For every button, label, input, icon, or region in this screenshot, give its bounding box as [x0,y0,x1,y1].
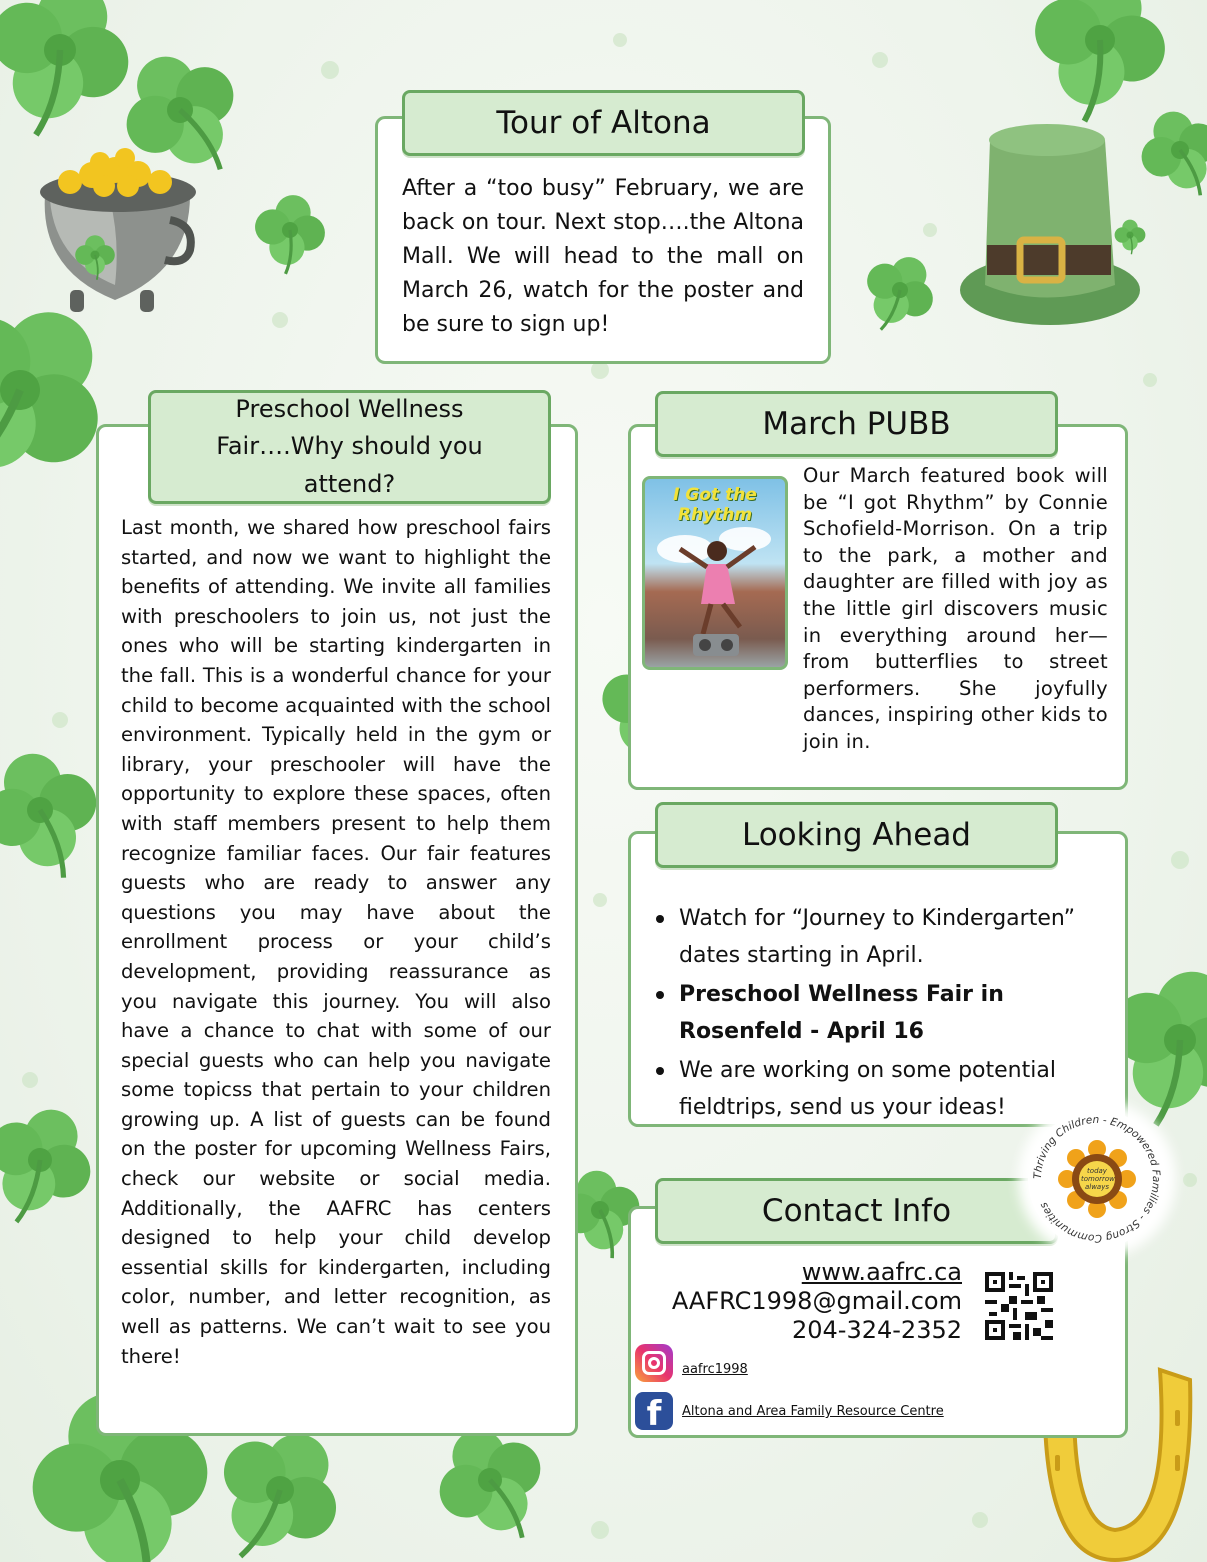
ahead-item: Preschool Wellness Fair in Rosenfeld - April 16 [634,976,1104,1050]
wellness-body: Last month, we shared how preschool fairs started, and now we want to highlight the benefits of attending. We invite all families with preschoolers to join us, not just the ones who will be starting kindergarten in the fall. This is a wonderful chance for your child to become acquainted with the school environment. Typically held in the gym or library, your preschooler will have the opportunity to explore these spaces, often with staff members present to help them recognize familiar faces. Our fair features guests who are ready to answer any questions you may have about the enrollment process or your child’s development, providing reassurance as you navigate this journey. You will also have a chance to chat with some of our special guests who can help you navigate some topicss that pertain to your children growing up. A list of guests can be found on the poster for upcoming Wellness Fairs, check our website or social media. Additionally, the AAFRC has centers designed to help your child develop essential skills for kindergarten, including color, number, and letter recognition, as well as patterns. We can’t wait to see you there! [121,516,551,1368]
svg-text:Thriving Children - Empowered: Thriving Children - Empowered Families - Strong Communities [1031,1113,1163,1245]
ahead-item: Watch for “Journey to Kindergarten” dates starting in April. [634,900,1104,974]
clover-icon [0,1090,110,1242]
tour-title-text: Tour of Altona [496,105,711,141]
wellness-title-text: Preschool Wellness Fair….Why should you attend? [216,395,483,498]
contact-title-text: Contact Info [761,1193,952,1229]
clover-icon [0,0,150,157]
pubb-body: Our March featured book will be “I got Rhythm” by Connie Schofield-Morrison. On a trip to the park, a mother and daughter are filled with joy as the little girl discovers music in everything around her—from butterflies to street performers. She joyfully dances, inspiring other kids to join in. [803,464,1108,753]
ahead-title [655,802,1058,868]
website-link[interactable]: www.aafrc.ca [801,1258,962,1286]
ahead-item: We are working on some potential fieldtrips, send us your ideas! [634,1052,1104,1126]
facebook-icon[interactable]: f [635,1392,673,1430]
tour-body: After a “too busy” February, we are back on tour. Next stop….the Altona Mall. We will head to the mall on March 26, watch for the poster and be sure to sign up! [402,176,804,338]
contact-title [655,1178,1058,1244]
clover-icon [248,189,331,279]
leprechaun-hat-icon [960,124,1145,325]
clover-icon [848,242,949,346]
wellness-title [148,390,551,504]
contact-lines [640,1258,962,1345]
instagram-link[interactable]: aafrc1998 [682,1362,748,1377]
pubb-title-text: March PUBB [762,406,951,442]
book-cover-image [642,476,788,670]
book-cover-title: I Got the Rhythm [673,485,757,525]
qr-code-icon [985,1272,1053,1340]
ahead-title-text: Looking Ahead [741,817,971,853]
pot-of-gold-icon [40,148,196,312]
logo-center-text: today tomorrow always [1081,1167,1115,1191]
ahead-list [634,900,1104,1128]
instagram-icon[interactable] [635,1344,673,1382]
clover-icon [1129,99,1207,210]
email-text: AAFRC1998@gmail.com [671,1287,962,1315]
dancing-girl-icon [645,509,785,669]
pubb-title [655,391,1058,457]
clover-icon [1015,0,1181,137]
tour-title [402,90,805,156]
phone-text: 204-324-2352 [791,1316,962,1344]
aafrc-logo [1028,1110,1166,1248]
facebook-link[interactable]: Altona and Area Family Resource Centre [682,1404,944,1419]
